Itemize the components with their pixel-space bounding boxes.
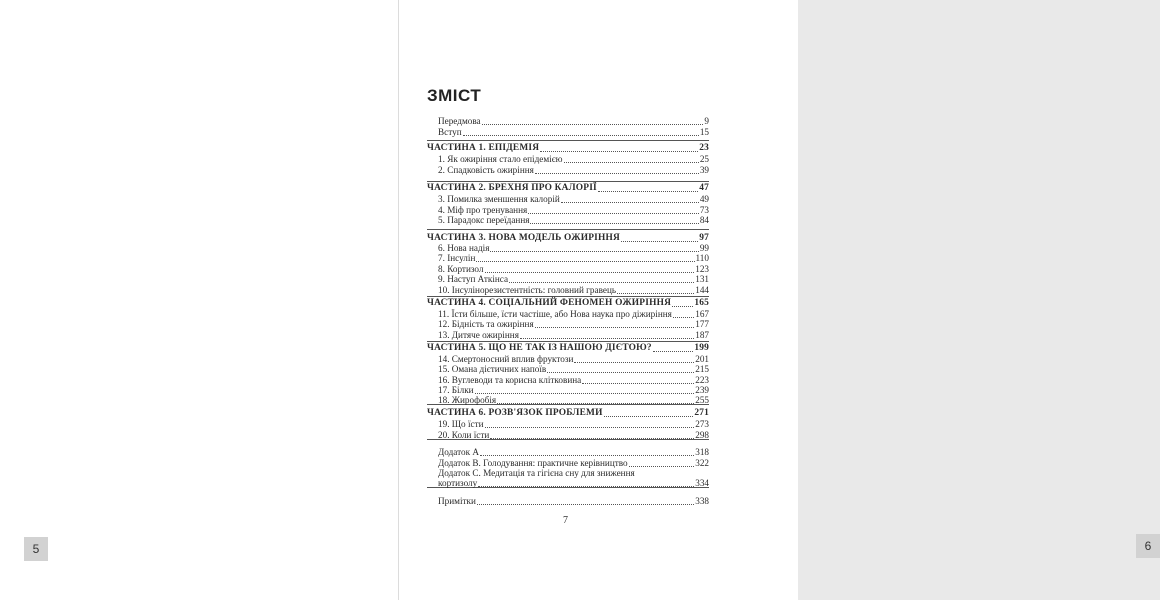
toc-entry-title: кортизолу [438,478,478,488]
toc-dot-leader [485,272,695,273]
toc-front-row [427,116,709,127]
toc-entry-title: 9. Наступ Аткінса [438,274,509,284]
toc-front-row [427,127,709,138]
toc-entry-title: ЧАСТИНА 5. ЩО НЕ ТАК ІЗ НАШОЮ ДІЄТОЮ? [427,343,652,353]
toc-entry-title: 16. Вуглеводи та корисна клітковина [438,375,582,385]
toc-chapter-row [427,285,709,296]
toc-dot-leader [564,162,699,163]
toc-entry-page: 39 [699,165,709,175]
toc-entry-page: 47 [699,183,709,193]
toc-entry-title: ЧАСТИНА 4. СОЦІАЛЬНИЙ ФЕНОМЕН ОЖИРІННЯ [427,298,672,308]
toc-entry-page: 99 [699,243,709,253]
toc-dot-leader [629,466,695,467]
toc-entry-title: 1. Як ожиріння стало епідемією [438,154,563,164]
toc-entry-page: 255 [695,395,709,405]
toc-part-row [427,298,709,309]
left-page [0,0,399,600]
toc-dot-leader [480,455,694,456]
toc-part-row [427,183,709,194]
toc-entry-page: 131 [695,274,709,284]
toc-chapter-row [427,215,709,226]
toc-dot-leader [535,327,695,328]
toc-dot-leader [617,293,694,294]
toc-entry-title: Додаток А [438,447,479,457]
right-page-number: 6 [1136,534,1160,558]
toc-entry-title: Додаток С. Медитація та гігієна сну для зниження [438,468,635,478]
page-folio: 7 [563,515,568,526]
toc-dot-leader [463,135,699,136]
toc-entry-title: ЧАСТИНА 6. РОЗВ'ЯЗОК ПРОБЛЕМИ [427,408,603,418]
toc-entry-page: 123 [695,264,709,274]
toc-entry-page: 215 [695,364,709,374]
toc-entry-page: 49 [699,194,709,204]
toc-dot-leader [582,383,694,384]
toc-entry-title: 10. Інсулінорезистентність: головний гравець [438,285,617,295]
toc-entry-title: ЧАСТИНА 2. БРЕХНЯ ПРО КАЛОРІЇ [427,183,597,193]
toc-entry-page: 110 [695,253,709,263]
toc-entry-title: 7. Інсулін [438,253,476,263]
toc-entry-page: 239 [695,385,709,395]
toc-dot-leader [509,282,694,283]
toc-chapter-row [427,165,709,176]
toc-dot-leader [653,351,694,352]
toc-dot-leader [672,306,693,307]
toc-entry-page: 165 [694,298,709,308]
toc-chapter-row [427,253,709,264]
toc-entry-title: 15. Омана дієтичних напоїв [438,364,547,374]
toc-entry-title: Примітки [438,496,476,506]
toc-chapter-row [427,430,709,441]
toc-appendix-row [427,447,709,458]
toc-entry-title: 3. Помилка зменшення калорій [438,194,560,204]
toc-entry-title: ЧАСТИНА 3. НОВА МОДЕЛЬ ОЖИРІННЯ [427,233,620,243]
toc-entry-title: Вступ [438,127,462,137]
toc-entry-title: 14. Смертоносний вплив фруктози [438,354,574,364]
toc-dot-leader [598,191,698,192]
toc-entry-page: 334 [695,478,709,488]
toc-entry-page: 25 [699,154,709,164]
toc-entry-title: 6. Нова надія [438,243,490,253]
toc-entry-title: 8. Кортизол [438,264,484,274]
toc-dot-leader [574,362,694,363]
toc-entry-page: 73 [699,205,709,215]
toc-entry-title: ЧАСТИНА 1. ЕПІДЕМІЯ [427,143,540,153]
toc-dot-leader [490,251,698,252]
toc-entry-page: 144 [695,285,709,295]
section-rule [427,140,709,141]
toc-entry-page: 223 [695,375,709,385]
toc-dot-leader [520,338,694,339]
toc-dot-leader [497,403,694,404]
toc-entry-page: 271 [694,408,709,418]
toc-entry-page: 273 [695,419,709,429]
toc-entry-title: Додаток В. Голодування: практичне керівництво [438,458,628,468]
toc-entry-title: 4. Міф про тренування [438,205,528,215]
section-rule [427,181,709,182]
toc-entry-title: 2. Спадковість ожиріння [438,165,534,175]
left-page-number: 5 [24,537,48,561]
toc-chapter-row [427,194,709,205]
toc-dot-leader [535,173,699,174]
toc-entry-page: 199 [694,343,709,353]
toc-dot-leader [476,261,694,262]
toc-appendix-row [427,478,709,489]
toc-entry-page: 9 [704,116,709,126]
toc-chapter-row [427,154,709,165]
toc-entry-title: 20. Коли їсти [438,430,490,440]
toc-entry-title: 19. Що їсти [438,419,484,429]
toc-entry-page: 201 [695,354,709,364]
section-rule [427,229,709,230]
toc-entry-page: 338 [695,496,709,506]
toc-part-row [427,408,709,419]
section-rule [427,341,709,342]
toc-entry-page: 187 [695,330,709,340]
toc-dot-leader [490,438,694,439]
toc-dot-leader [547,372,694,373]
toc-entry-page: 167 [695,309,709,319]
toc-entry-page: 97 [699,233,709,243]
toc-dot-leader [673,317,694,318]
toc-entry-page: 84 [699,215,709,225]
toc-entry-title: 13. Дитяче ожиріння [438,330,519,340]
toc-dot-leader [604,416,694,417]
toc-entry-page: 23 [699,143,709,153]
toc-entry-title: 17. Білки [438,385,474,395]
toc-part-row [427,143,709,154]
toc-entry-title: 5. Парадокс переїдання [438,215,530,225]
toc-chapter-row [427,419,709,430]
toc-front-row [427,496,709,507]
toc-chapter-row [427,274,709,285]
toc-entry-page: 298 [695,430,709,440]
toc-entry-page: 322 [695,458,709,468]
toc-title: ЗМІСТ [427,86,482,105]
toc-dot-leader [478,486,694,487]
toc-chapter-row [427,395,709,406]
toc-dot-leader [485,427,695,428]
toc-part-row [427,343,709,354]
toc-dot-leader [528,213,699,214]
toc-dot-leader [477,504,694,505]
toc-entry-page: 177 [695,319,709,329]
toc-entry-title: 12. Бідність та ожиріння [438,319,534,329]
toc-dot-leader [540,151,698,152]
toc-chapter-row [427,330,709,341]
section-rule [427,296,709,297]
toc-entry-title: Передмова [438,116,481,126]
toc-dot-leader [561,202,699,203]
toc-entry-title: 11. Їсти більше, їсти частіше, або Нова наука про діжиріння [438,309,672,319]
toc-entry-title: 18. Жирофобія [438,395,497,405]
toc-entry-page: 318 [695,447,709,457]
toc-chapter-row [427,364,709,375]
toc-dot-leader [482,124,704,125]
toc-dot-leader [530,223,698,224]
toc-entry-page: 15 [699,127,709,137]
toc-dot-leader [475,393,695,394]
toc-dot-leader [621,241,698,242]
toc-chapter-row [427,319,709,330]
